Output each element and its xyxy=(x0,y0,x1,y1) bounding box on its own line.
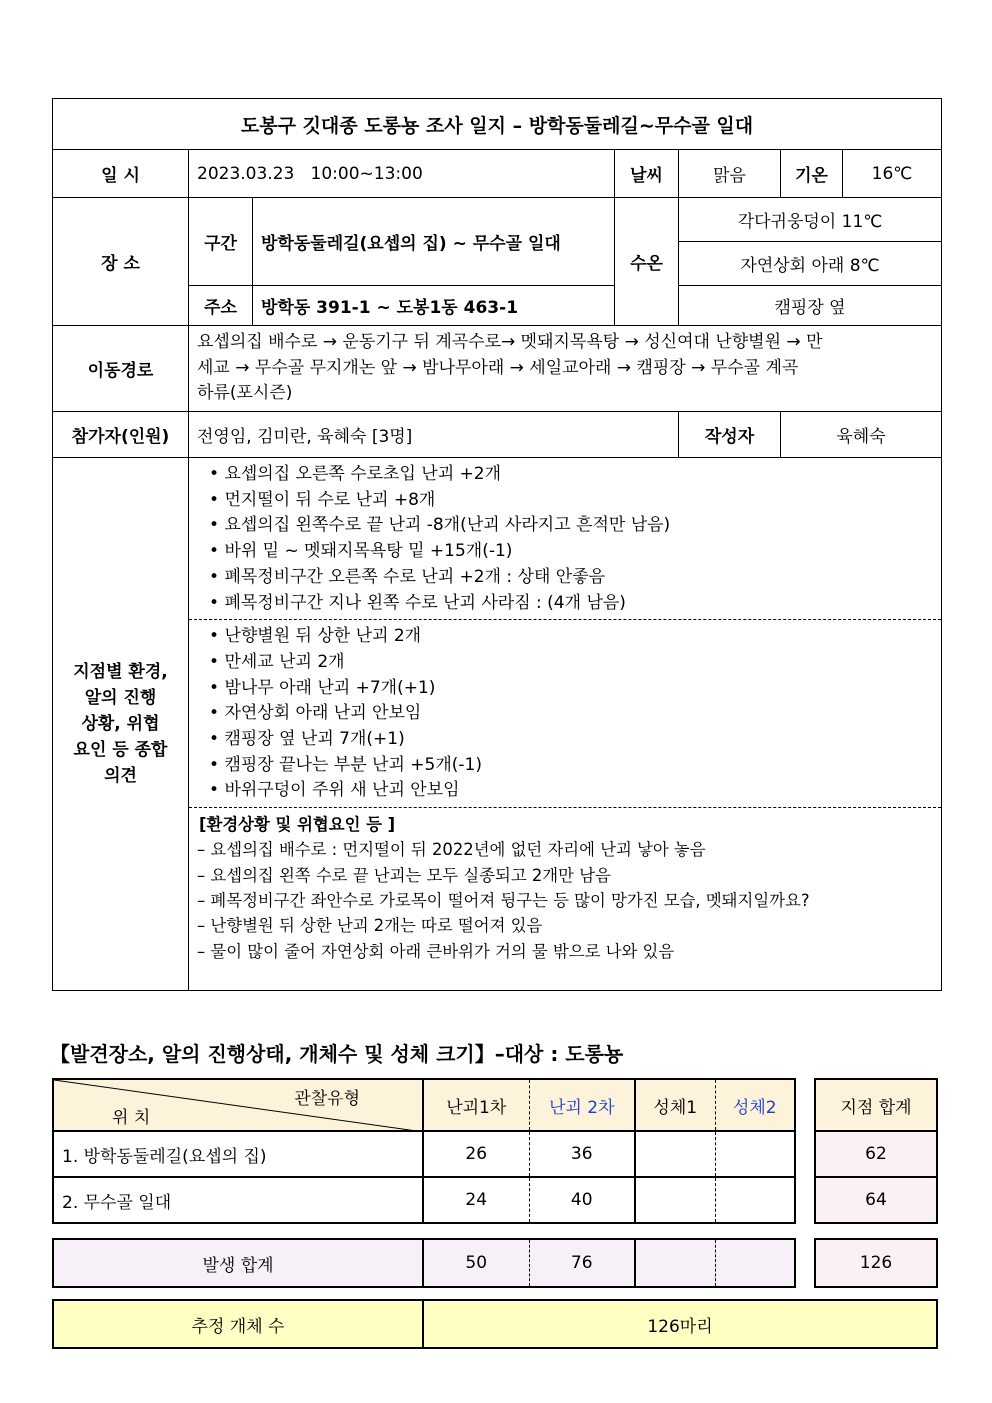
row-egg-2: 36 xyxy=(529,1131,635,1177)
occurrence-label: 발생 합계 xyxy=(53,1239,423,1287)
occurrence-adult-2 xyxy=(715,1239,795,1287)
finding-item: • 캠핑장 옆 난괴 7개(+1) xyxy=(209,727,935,753)
finding-item: • 요셉의집 왼쪽수로 끝 난괴 -8개(난괴 사라지고 흔적만 남음) xyxy=(209,513,935,539)
occurrence-egg-1: 50 xyxy=(423,1239,529,1287)
datetime-value: 2023.03.23 10:00~13:00 xyxy=(189,150,615,198)
note-item: – 난향별원 뒤 상한 난괴 2개는 따로 떨어져 있음 xyxy=(197,913,935,938)
address-value: 방학동 391-1 ~ 도봉1동 463-1 xyxy=(253,286,615,326)
weather-label: 날씨 xyxy=(615,150,679,198)
row-adult-2 xyxy=(715,1131,795,1177)
address-label: 주소 xyxy=(189,286,253,326)
route-line: 하류(포시즌) xyxy=(197,383,293,404)
author-value: 육혜숙 xyxy=(781,412,942,458)
note-item: – 폐목정비구간 좌안수로 가로목이 떨어져 뒹구는 등 많이 망가진 모습, 멧돼지일까요? xyxy=(197,888,935,913)
occurrence-adult-1 xyxy=(635,1239,715,1287)
col-adult-1: 성체1 xyxy=(635,1079,715,1131)
row-total: 64 xyxy=(815,1177,937,1223)
findings-group-2 xyxy=(189,619,941,807)
water-temp-1: 각다귀웅덩이 11℃ xyxy=(679,198,942,242)
result-table xyxy=(52,1078,938,1224)
observation-type-label: 관찰유형 xyxy=(294,1089,360,1109)
findings-content xyxy=(189,458,942,991)
finding-item: • 만세교 난괴 2개 xyxy=(209,650,935,676)
row-egg-1: 24 xyxy=(423,1177,529,1223)
section-label: 구간 xyxy=(189,198,253,286)
col-site-total: 지점 합계 xyxy=(815,1079,937,1131)
datetime-label: 일 시 xyxy=(53,150,189,198)
route-value xyxy=(189,326,942,412)
findings-label xyxy=(53,458,189,991)
finding-item: • 난향별원 뒤 상한 난괴 2개 xyxy=(209,624,935,650)
findings-label-line: 의견 xyxy=(104,766,137,786)
weather-value: 맑음 xyxy=(679,150,781,198)
participants-value: 전영임, 김미란, 육혜숙 [3명] xyxy=(189,412,679,458)
water-temp-2: 자연상회 아래 8℃ xyxy=(679,242,942,286)
estimate-label: 추정 개체 수 xyxy=(53,1300,423,1348)
result-title: 【발견장소, 알의 진행상태, 개체수 및 성체 크기】–대상 : 도롱뇽 xyxy=(50,1042,624,1066)
finding-item: • 캠핑장 끝나는 부분 난괴 +5개(-1) xyxy=(209,753,935,779)
water-temp-3: 캠핑장 옆 xyxy=(679,286,942,326)
findings-label-line: 지점별 환경, xyxy=(73,662,168,682)
row-total: 62 xyxy=(815,1131,937,1177)
finding-item: • 바위구덩이 주위 새 난괴 안보임 xyxy=(209,778,935,804)
findings-label-line: 알의 진행 xyxy=(84,688,157,708)
note-item: – 요셉의집 배수로 : 먼지떨이 뒤 2022년에 없던 자리에 난괴 낳아 놓음 xyxy=(197,837,935,862)
row-adult-1 xyxy=(635,1177,715,1223)
log-title: 도봉구 깃대종 도롱뇽 조사 일지 – 방학동둘레길∼무수골 일대 xyxy=(53,99,942,150)
survey-log-table xyxy=(52,98,942,991)
findings-notes xyxy=(189,807,941,967)
section-value: 방학동둘레길(요셉의 집) ~ 무수골 일대 xyxy=(253,198,615,286)
participants-label: 참가자(인원) xyxy=(53,412,189,458)
finding-item: • 폐목정비구간 오른쪽 수로 난괴 +2개 : 상태 안좋음 xyxy=(209,565,935,591)
air-temp-label: 기온 xyxy=(781,150,843,198)
route-line: 세교 → 무수골 무지개논 앞 → 밤나무아래 → 세일교아래 → 캠핑장 → 무수골 계곡 xyxy=(197,357,799,378)
finding-item: • 자연상회 아래 난괴 안보임 xyxy=(209,701,935,727)
note-item: – 물이 많이 줄어 자연상회 아래 큰바위가 거의 물 밖으로 나와 있음 xyxy=(197,939,935,964)
row-egg-2: 40 xyxy=(529,1177,635,1223)
col-adult-2: 성체2 xyxy=(715,1079,795,1131)
air-temp-value: 16℃ xyxy=(843,150,942,198)
occurrence-egg-2: 76 xyxy=(529,1239,635,1287)
diagonal-line xyxy=(54,1080,424,1132)
note-item: – 요셉의집 왼쪽 수로 끝 난괴는 모두 실종되고 2개만 남음 xyxy=(197,863,935,888)
col-egg-1: 난괴1차 xyxy=(423,1079,529,1131)
author-label: 작성자 xyxy=(679,412,781,458)
route-line: 요셉의집 배수로 → 운동기구 뒤 계곡수로→ 멧돼지목욕탕 → 성신여대 난향별원 → 만 xyxy=(197,332,823,353)
occurrence-total: 126 xyxy=(815,1239,937,1287)
place-label: 장 소 xyxy=(53,198,189,326)
occurrence-total-table xyxy=(52,1238,938,1288)
notes-title: [환경상황 및 위협요인 등 ] xyxy=(199,815,396,835)
findings-group-1 xyxy=(189,458,941,619)
finding-item: • 먼지떨이 뒤 수로 난괴 +8개 xyxy=(209,488,935,514)
col-egg-2: 난괴 2차 xyxy=(529,1079,635,1131)
header-diagonal-cell xyxy=(53,1079,423,1131)
estimate-value: 126마리 xyxy=(423,1300,937,1348)
finding-item: • 밤나무 아래 난괴 +7개(+1) xyxy=(209,676,935,702)
findings-label-line: 상황, 위협 xyxy=(81,714,160,734)
row-adult-2 xyxy=(715,1177,795,1223)
estimate-table xyxy=(52,1299,938,1349)
row-location: 2. 무수골 일대 xyxy=(53,1177,423,1223)
water-temp-label: 수온 xyxy=(615,198,679,326)
findings-label-line: 요인 등 종합 xyxy=(73,740,168,760)
row-adult-1 xyxy=(635,1131,715,1177)
finding-item: • 바위 밑 ~ 멧돼지목욕탕 밑 +15개(-1) xyxy=(209,539,935,565)
location-label: 위 치 xyxy=(112,1108,151,1128)
row-location: 1. 방학동둘레길(요셉의 집) xyxy=(53,1131,423,1177)
finding-item: • 폐목정비구간 지나 왼쪽 수로 난괴 사라짐 : (4개 남음) xyxy=(209,591,935,617)
row-egg-1: 26 xyxy=(423,1131,529,1177)
finding-item: • 요셉의집 오른쪽 수로초입 난괴 +2개 xyxy=(209,462,935,488)
route-label: 이동경로 xyxy=(53,326,189,412)
